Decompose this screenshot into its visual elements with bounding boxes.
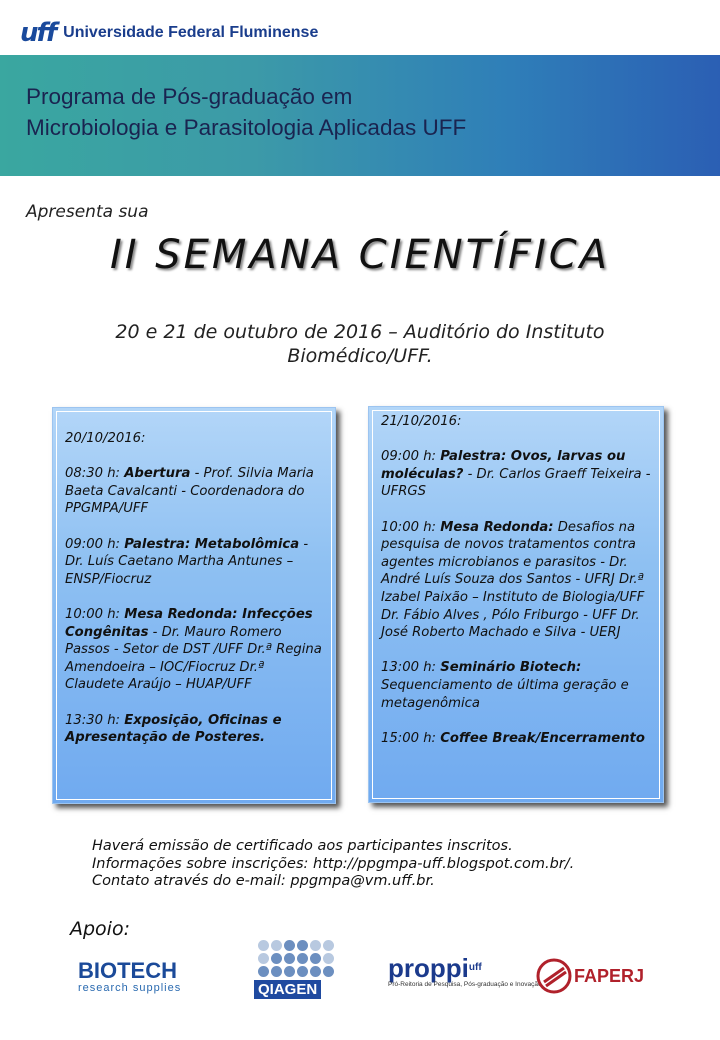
- entry-title: Seminário Biotech:: [440, 660, 582, 676]
- schedule-entry: [65, 465, 323, 518]
- biotech-logo-text: BIOTECH: [78, 958, 177, 983]
- university-name: Universidade Federal Fluminense: [63, 24, 319, 41]
- biotech-logo-subtext: research supplies: [78, 982, 182, 994]
- schedule-entry: [65, 606, 323, 694]
- proppi-logo: [388, 955, 542, 988]
- qiagen-dots-icon: [258, 940, 340, 977]
- schedule-entry: [381, 448, 651, 501]
- schedule-entry: [381, 730, 651, 748]
- entry-time: 13:00 h:: [381, 660, 441, 676]
- entry-detail: Sequenciamento de última geração e metagenômica: [381, 677, 629, 711]
- proppi-uff-text: uff: [468, 962, 482, 973]
- schedule-day2: [368, 406, 664, 803]
- faperj-logo: [536, 958, 644, 994]
- schedule-day2-inner: [372, 410, 660, 799]
- entry-title: Mesa Redonda: Infecções Congênitas: [65, 606, 313, 640]
- program-title-line1: Programa de Pós-graduação em: [26, 84, 353, 109]
- entry-time: 15:00 h:: [381, 730, 441, 746]
- faperj-mark-icon: [536, 958, 572, 994]
- date-location-line2: Biomédico/UFF.: [287, 345, 433, 367]
- date-location-line1: 20 e 21 de outubro de 2016 – Auditório do Instituto: [115, 321, 605, 343]
- program-banner: [0, 55, 720, 176]
- entry-title: Mesa Redonda:: [440, 519, 554, 535]
- schedule-entry: [65, 712, 323, 747]
- registration-info-link[interactable]: Informações sobre inscrições: http://ppgmpa-uff.blogspot.com.br/.: [92, 855, 575, 872]
- entry-time: 10:00 h:: [65, 606, 125, 622]
- program-title-line2: Microbiologia e Parasitologia Aplicadas UFF: [26, 115, 467, 140]
- entry-time: 10:00 h:: [381, 519, 441, 535]
- contact-email-link[interactable]: Contato através do e-mail: ppgmpa@vm.uff.br.: [92, 873, 435, 889]
- entry-title: Abertura: [124, 466, 191, 482]
- proppi-logo-subtext: Pró-Reitoria de Pesquisa, Pós-graduação e Inovação: [388, 981, 542, 988]
- date-location: [40, 320, 680, 368]
- faperj-logo-text: FAPERJ: [574, 965, 645, 986]
- entry-detail: - Dr. Mauro Romero Passos - Setor de DST /UFF Dr.ª Regina Amendoeira – IOC/Fiocruz Dr.ª Claudete Araújo – HUAP/UFF: [65, 624, 322, 693]
- schedule-entry: [65, 536, 323, 589]
- uff-header: [20, 18, 318, 48]
- entry-time: 09:00 h:: [381, 449, 441, 465]
- schedule-day1: [52, 407, 336, 804]
- entry-title: Palestra: Ovos, larvas ou moléculas?: [381, 449, 626, 482]
- schedule-day1-inner: [56, 411, 332, 800]
- entry-detail: Desafios na pesquisa de novos tratamentos contra agentes microbianos e parasitos - Dr. André Luís Souza dos Santos - UFRJ Dr.ª Izabel Paixão – Instituto de Biologia/UFF Dr. Fábio Alves , Pólo Friburgo - UFF Dr. José Roberto Machado e Silva - UERJ: [381, 519, 645, 641]
- uff-logo: uff: [20, 18, 56, 48]
- intro-text: Apresenta sua: [26, 202, 149, 222]
- entry-title: Palestra: Metabolômica: [124, 536, 300, 552]
- sponsor-logos: [0, 940, 720, 1010]
- program-title: [26, 81, 466, 143]
- day2-date: 21/10/2016:: [381, 414, 462, 429]
- proppi-logo-text: proppi: [388, 953, 469, 983]
- qiagen-logo: [254, 940, 340, 999]
- biotech-logo: [78, 960, 181, 994]
- qiagen-logo-text: QIAGEN: [254, 980, 321, 999]
- entry-time: 09:00 h:: [65, 536, 125, 552]
- day1-date: 20/10/2016:: [65, 431, 146, 446]
- entry-time: 13:30 h:: [65, 712, 125, 728]
- entry-detail: - Prof. Silvia Maria Baeta Cavalcanti - Coordenadora do PPGMPA/UFF: [65, 466, 314, 517]
- schedule-entry: [381, 519, 651, 642]
- certificate-note: Haverá emissão de certificado aos participantes inscritos.: [92, 838, 513, 854]
- entry-title: Exposição, Oficinas e Apresentação de Posteres.: [65, 712, 282, 746]
- schedule-entry: [381, 659, 651, 712]
- entry-time: 08:30 h:: [65, 466, 125, 482]
- entry-detail: - Dr. Carlos Graeff Teixeira - UFRGS: [381, 466, 651, 500]
- event-title: II SEMANA CIENTÍFICA: [109, 232, 611, 278]
- entry-title: Coffee Break/Encerramento: [440, 730, 645, 746]
- entry-detail: - Dr. Luís Caetano Martha Antunes – ENSP/Fiocruz: [65, 536, 309, 587]
- support-label: Apoio:: [70, 918, 130, 940]
- info-block: [92, 838, 574, 891]
